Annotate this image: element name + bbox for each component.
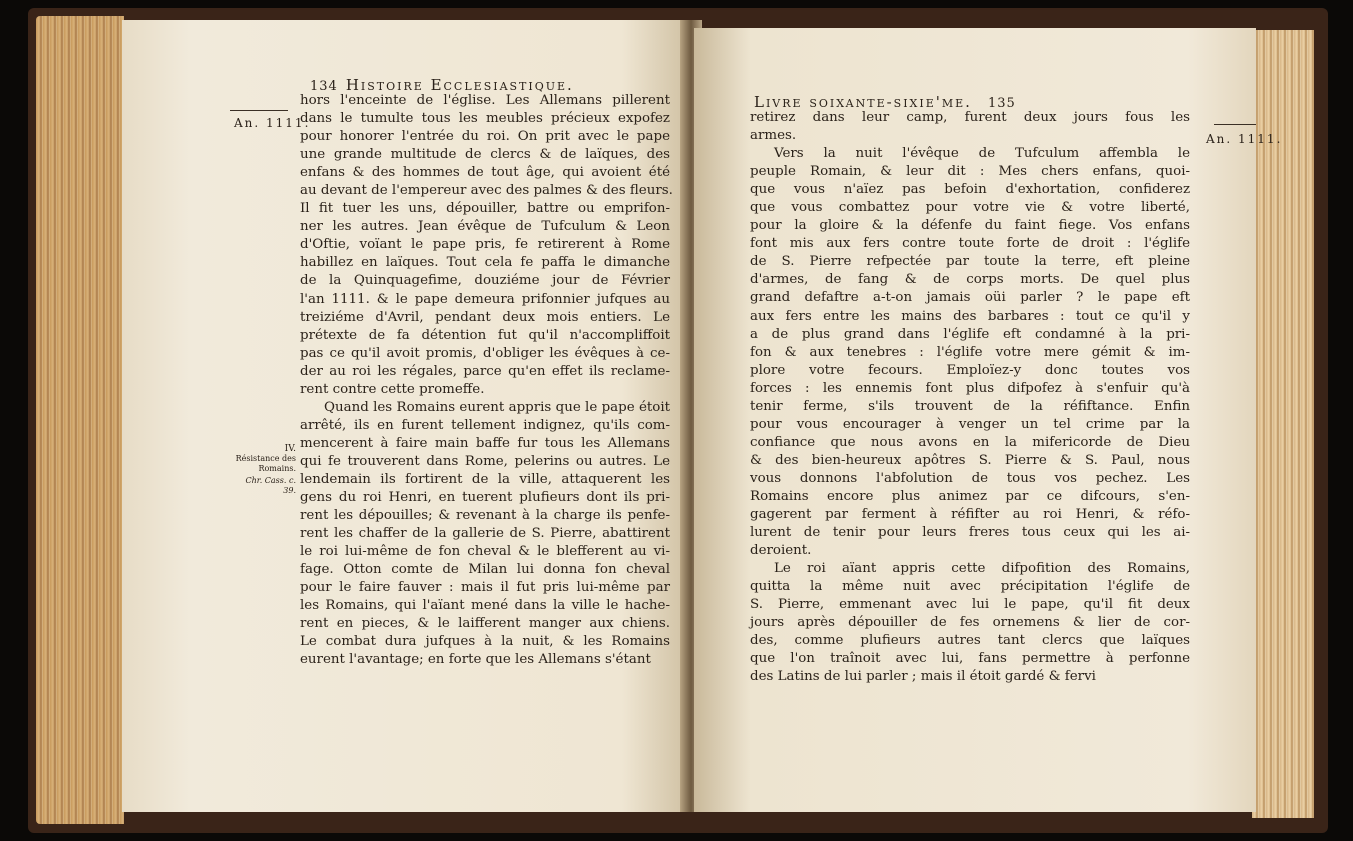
text-line: Le roi aïant appris cette difpofition des Romains, <box>774 561 1190 577</box>
text-line: a de plus grand dans l'églife eft condamné à la pri- <box>750 326 1190 342</box>
margin-note <box>234 444 296 496</box>
page-edges-left <box>36 16 124 824</box>
running-title: Histoire Ecclesiastique. <box>345 76 574 94</box>
text-line: aux fers entre les mains des barbares : tout ce qu'il y <box>750 308 1190 324</box>
text-line: rent les dépouilles; & revenant à la charge ils penfe- <box>300 508 670 524</box>
text-line: habillez en laïques. Tout cela fe paffa le dimanche <box>300 255 670 271</box>
text-line: eurent l'avantage; en forte que les Allemans s'étant <box>300 652 651 668</box>
margin-rule <box>1214 124 1256 125</box>
margin-year: An. 1111. <box>1206 132 1283 146</box>
text-line: pour vous encourager à venger un tel crime par la <box>750 416 1190 432</box>
text-line: der au roi les régales, parce qu'en effet ils reclame- <box>300 363 670 379</box>
text-line: fage. Otton comte de Milan lui donna fon cheval <box>300 562 670 578</box>
text-line: des Latins de lui parler ; mais il étoit gardé & fervi <box>750 669 1096 685</box>
page-number: 134 <box>310 79 338 94</box>
text-line: font mis aux fers contre toute forte de droit : l'églife <box>750 236 1190 252</box>
text-line: gens du roi Henri, en tuerent plufieurs dont ils pri- <box>300 490 670 506</box>
text-line: l'an 1111. & le pape demeura prifonnier jufques au <box>300 291 670 307</box>
text-line: pas ce qu'il avoit promis, d'obliger les évêques à ce- <box>300 345 670 361</box>
margin-note-heading-2: Romains. <box>258 464 296 473</box>
text-line: que vous combattez pour votre vie & votre liberté, <box>750 200 1190 216</box>
text-line: les Romains, qui l'aïant mené dans la ville le hache- <box>300 598 670 614</box>
text-line: Il fit tuer les uns, dépouiller, battre ou emprifon- <box>300 201 670 217</box>
text-line: que vous n'aïez pas befoin d'exhortation, confiderez <box>750 182 1190 198</box>
text-line: plore votre fecours. Emploïez-y donc toutes vos <box>750 362 1190 378</box>
left-page <box>122 20 690 812</box>
text-line: pour la gloire & la défenfe du faint fiege. Vos enfans <box>750 218 1190 234</box>
text-line: peuple Romain, & leur dit : Mes chers enfans, quoi- <box>750 164 1190 180</box>
text-line: de S. Pierre refpectée par toute la terre, eft pleine <box>750 254 1190 270</box>
text-line: arrêté, ils en furent tellement indignez, qu'ils com- <box>300 417 670 433</box>
text-line: Le combat dura jufques à la nuit, & les Romains <box>300 634 670 650</box>
text-line: treiziéme d'Avril, pendant deux mois entiers. Le <box>300 309 670 325</box>
text-line: tenir ferme, s'ils trouvent de la réfiftance. Enfin <box>750 398 1190 414</box>
text-line: S. Pierre, emmenant avec lui le pape, qu'il fit deux <box>750 597 1190 613</box>
text-line: qui fe trouverent dans Rome, pelerins ou autres. Le <box>300 453 670 469</box>
text-line: des, comme plufieurs autres tant clercs que laïques <box>750 633 1190 649</box>
text-line: quitta la même nuit avec précipitation l'églife de <box>750 579 1190 595</box>
text-line: gagerent par ferment à réfifter au roi Henri, & réfo- <box>750 507 1190 523</box>
text-line: retirez dans leur camp, furent deux jours fous les <box>750 110 1190 125</box>
text-line: lurent de tenir pour leurs freres tous ceux qui les ai- <box>750 525 1190 541</box>
text-line: le roi lui-même de fon cheval & le blefferent au vi- <box>300 544 670 560</box>
margin-note-heading-1: Résistance des <box>235 454 296 463</box>
text-line: rent les chaffer de la gallerie de S. Pierre, abattirent <box>300 526 670 542</box>
text-line: Vers la nuit l'évêque de Tufculum affembla le <box>774 146 1190 162</box>
text-line: jours après dépouiller de fes ornemens & lier de cor- <box>750 615 1190 631</box>
text-line: d'Oftie, voïant le pape pris, fe retirerent à Rome <box>300 237 670 253</box>
text-line: & des bien-heureux apôtres S. Pierre & S. Paul, nous <box>750 452 1190 468</box>
text-line: hors l'enceinte de l'église. Les Allemans pillerent <box>300 93 670 108</box>
text-line: grand defaftre a-t-on jamais oüi parler ? le pape eft <box>750 290 1190 306</box>
text-line: vous donnons l'abfolution de tous vos pechez. Les <box>750 470 1190 486</box>
text-line: rent en pieces, & le laifferent manger aux chiens. <box>300 616 670 632</box>
text-line: ner les autres. Jean évêque de Tufculum & Leon <box>300 219 670 235</box>
margin-note-section: IV. <box>284 444 296 454</box>
text-line: rent contre cette promeffe. <box>300 381 485 397</box>
right-body-text <box>750 109 1190 687</box>
text-line: au devant de l'empereur avec des palmes & des fleurs. <box>300 183 673 199</box>
text-line: une grande multitude de clercs & de laïques, des <box>300 147 670 163</box>
text-line: fon & aux tenebres : l'églife votre mere gémit & im- <box>750 344 1190 360</box>
text-line: confiance que nous avons en la mifericorde de Dieu <box>750 434 1190 450</box>
text-line: pour le faire fauver : mais il fut pris lui-même par <box>300 580 670 596</box>
text-line: dans le tumulte tous les meubles précieux expofez <box>300 111 670 127</box>
text-line: de la Quinquagefime, douziéme jour de Février <box>300 273 670 289</box>
text-line: deroient. <box>750 543 812 559</box>
text-line: pour honorer l'entrée du roi. On prit avec le pape <box>300 129 670 145</box>
left-body-text <box>300 92 673 670</box>
page-number: 135 <box>987 96 1016 111</box>
text-line: d'armes, de fang & de corps morts. De quel plus <box>750 272 1190 288</box>
running-title: Livre soixante-sixie'me. <box>754 93 972 111</box>
text-line: mencerent à faire main baffe fur tous les Allemans <box>300 435 670 451</box>
text-line: que l'on traînoit avec lui, fans permettre à perfonne <box>750 651 1190 667</box>
text-line: armes. <box>750 128 797 144</box>
text-line: prétexte de fa détention fut qu'il n'accompliffoit <box>300 327 670 343</box>
text-line: forces : les ennemis font plus difpofez à s'enfuir qu'à <box>750 380 1190 396</box>
text-line: enfans & des hommes de tout âge, qui avoient été <box>300 165 670 181</box>
page-edges-right <box>1252 30 1314 818</box>
text-line: lendemain ils fortirent de la ville, attaquerent les <box>300 471 670 487</box>
text-line: Quand les Romains eurent appris que le pape étoit <box>324 399 670 415</box>
right-page <box>694 28 1283 812</box>
margin-note-source: Chr. Cass. c. 39. <box>245 476 296 495</box>
margin-rule <box>230 110 288 111</box>
margin-year: An. 1111. <box>234 116 311 130</box>
text-line: Romains encore plus animez par ce difcours, s'en- <box>750 488 1190 504</box>
